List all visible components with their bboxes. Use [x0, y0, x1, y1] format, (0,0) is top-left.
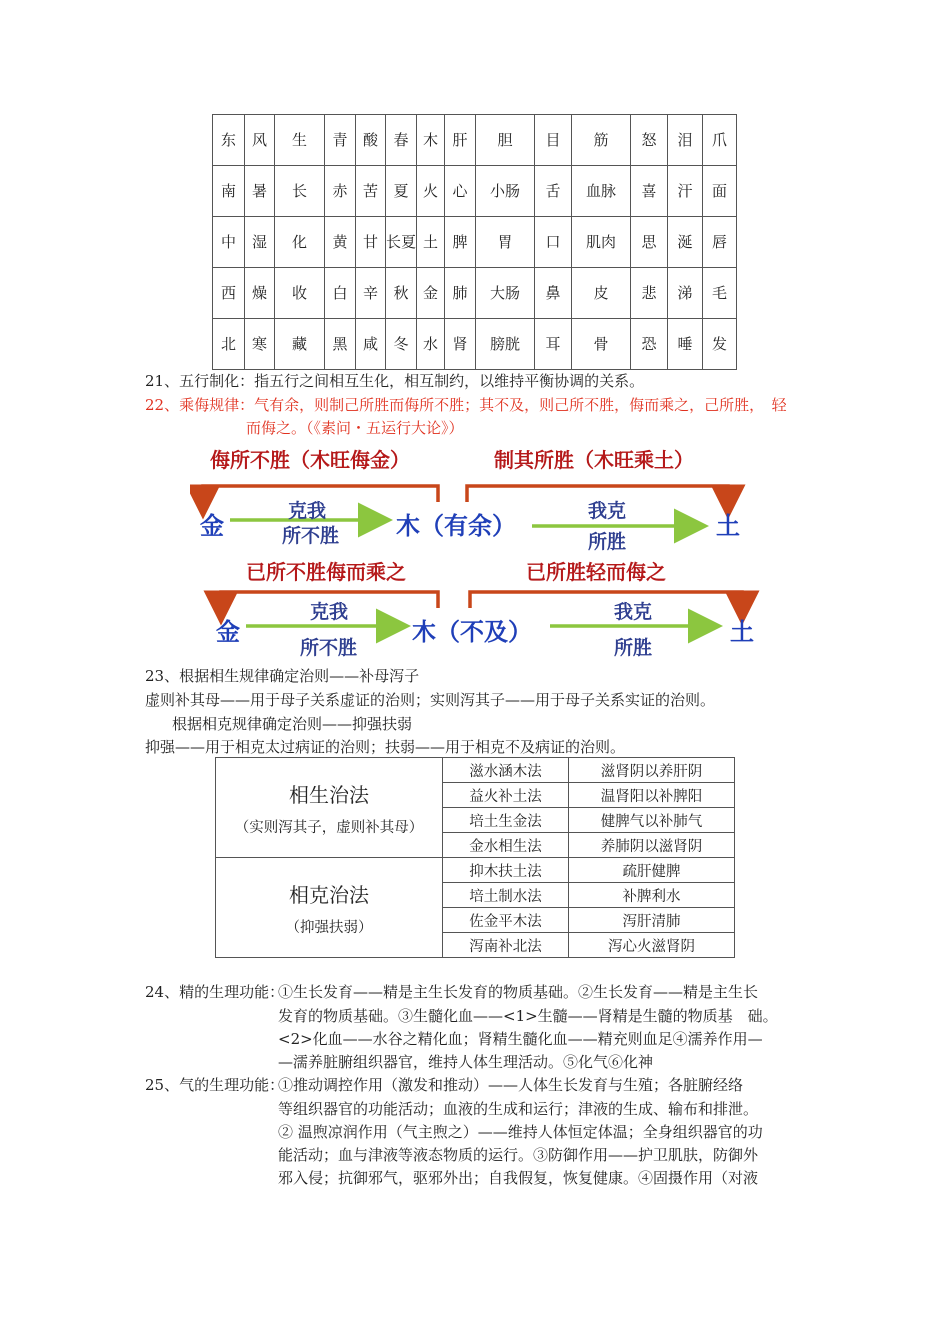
five-phase-cell: 大肠 — [476, 268, 535, 319]
treatment-group-cell — [216, 858, 443, 958]
five-phase-cell: 鼻 — [535, 268, 572, 319]
five-phase-cell: 风 — [245, 115, 275, 166]
item-25-line4: 能活动；血与津液等液态物质的运行。③防御作用——护卫肌肤，防御外 — [278, 1146, 759, 1164]
treatment-group-note: （抑强扶弱） — [285, 919, 373, 936]
label-row2-left-top: 克我 — [310, 601, 349, 623]
treatment-method: 益火补土法 — [443, 783, 569, 808]
five-phase-cell: 赤 — [325, 166, 356, 217]
five-phase-cell: 木 — [417, 115, 445, 166]
item-22-line2: 而侮之。（《素问・五运行大论》） — [246, 419, 464, 437]
item-25-line2: 等组织器官的功能活动；血液的生成和运行；津液的生成、输布和排泄。 — [278, 1100, 759, 1118]
item-23-line3: 根据相克规律确定治则——抑强扶弱 — [172, 715, 413, 733]
five-phase-cell: 湿 — [245, 217, 275, 268]
five-phase-cell: 西 — [213, 268, 245, 319]
node-wood-deficient: 木（不及） — [412, 618, 532, 646]
five-phase-cell: 肾 — [445, 319, 476, 370]
five-phase-cell: 土 — [417, 217, 445, 268]
label-row2-right-bottom: 所胜 — [614, 637, 653, 659]
five-phase-cell: 东 — [213, 115, 245, 166]
item-24-line2: 发育的物质基础。③生髓化血——<1>生髓——肾精是生髓的物质基 础。 — [278, 1007, 778, 1025]
five-phase-cell: 春 — [386, 115, 417, 166]
five-phase-cell: 生 — [275, 115, 325, 166]
treatment-method: 佐金平木法 — [443, 908, 569, 933]
five-phase-cell: 肌肉 — [572, 217, 631, 268]
item-21: 21、五行制化：指五行之间相互生化，相互制约，以维持平衡协调的关系。 — [145, 372, 645, 390]
node-wood-excess: 木（有余） — [396, 512, 516, 540]
five-phase-cell: 目 — [535, 115, 572, 166]
node-earth-1: 土 — [716, 512, 740, 540]
item-23-line2: 虚则补其母——用于母子关系虚证的治则；实则泻其子——用于母子关系实证的治则。 — [145, 691, 716, 709]
treatment-description: 补脾利水 — [569, 883, 735, 908]
five-phase-cell: 小肠 — [476, 166, 535, 217]
label-row1-right-bottom: 所胜 — [588, 531, 627, 553]
item-25-line1: ①推动调控作用（激发和推动）——人体生长发育与生殖；各脏腑经络 — [278, 1076, 744, 1094]
five-phase-cell: 脾 — [445, 217, 476, 268]
five-phase-cell: 胆 — [476, 115, 535, 166]
five-phase-cell: 秋 — [386, 268, 417, 319]
node-metal-2: 金 — [216, 618, 240, 646]
five-phase-cell: 夏 — [386, 166, 417, 217]
treatment-group-cell — [216, 758, 443, 858]
five-phase-cell: 寒 — [245, 319, 275, 370]
treatment-description: 泻心火滋肾阴 — [569, 933, 735, 958]
five-phase-cell: 长 — [275, 166, 325, 217]
title-top-right: 制其所胜（木旺乘土） — [494, 448, 694, 472]
five-phase-cell: 舌 — [535, 166, 572, 217]
five-phase-cell: 南 — [213, 166, 245, 217]
node-metal-1: 金 — [200, 512, 224, 540]
five-phase-cell: 爪 — [703, 115, 737, 166]
treatment-method: 培土制水法 — [443, 883, 569, 908]
five-phase-row — [213, 115, 737, 166]
treatment-method: 培土生金法 — [443, 808, 569, 833]
label-row2-left-bottom: 所不胜 — [300, 637, 358, 659]
five-phase-cell: 喜 — [631, 166, 668, 217]
treatment-group-name: 相生治法 — [289, 782, 369, 807]
five-phase-row — [213, 268, 737, 319]
item-25-head: 25、气的生理功能： — [145, 1076, 285, 1094]
item-24-line4: —濡养脏腑组织器官，维持人体生理活动。⑤化气⑥化神 — [278, 1053, 654, 1071]
five-phase-cell: 怒 — [631, 115, 668, 166]
five-phase-table — [212, 114, 737, 370]
item-23-line1: 23、根据相生规律确定治则——补母泻子 — [145, 667, 420, 685]
item-22-line1: 22、乘侮规律：气有余，则制己所胜而侮所不胜；其不及，则己所不胜，侮而乘之，己所胜， 轻 — [145, 396, 787, 414]
five-phase-cell: 收 — [275, 268, 325, 319]
five-phase-cell: 辛 — [356, 268, 386, 319]
treatment-row — [216, 758, 735, 783]
item-24-line3: <2>化血——水谷之精化血；肾精生髓化血——精充则血足④濡养作用— — [278, 1030, 763, 1048]
five-phase-cell: 骨 — [572, 319, 631, 370]
five-phase-cell: 肺 — [445, 268, 476, 319]
treatment-description: 滋肾阴以养肝阴 — [569, 758, 735, 783]
five-phase-cell: 胃 — [476, 217, 535, 268]
five-phase-cell: 唇 — [703, 217, 737, 268]
five-phase-row — [213, 217, 737, 268]
five-phase-cell: 白 — [325, 268, 356, 319]
five-phase-cell: 化 — [275, 217, 325, 268]
treatment-row — [216, 858, 735, 883]
treatment-method: 金水相生法 — [443, 833, 569, 858]
five-phase-cell: 冬 — [386, 319, 417, 370]
five-phase-cell: 苦 — [356, 166, 386, 217]
five-phase-cell: 膀胱 — [476, 319, 535, 370]
label-row1-left-top: 克我 — [288, 500, 327, 522]
five-phase-cell: 火 — [417, 166, 445, 217]
five-phase-cell: 北 — [213, 319, 245, 370]
five-phase-cell: 涕 — [668, 268, 703, 319]
treatment-description: 泻肝清肺 — [569, 908, 735, 933]
five-phase-cell: 涎 — [668, 217, 703, 268]
five-phase-cell: 汗 — [668, 166, 703, 217]
treatment-method: 抑木扶土法 — [443, 858, 569, 883]
five-phase-cell: 长夏 — [386, 217, 417, 268]
item-23-line4: 抑强——用于相克太过病证的治则；扶弱——用于相克不及病证的治则。 — [145, 738, 626, 756]
label-row1-left-bottom: 所不胜 — [282, 525, 340, 547]
five-phase-cell: 毛 — [703, 268, 737, 319]
five-phase-cell: 筋 — [572, 115, 631, 166]
five-phase-cell: 青 — [325, 115, 356, 166]
five-phase-cell: 水 — [417, 319, 445, 370]
treatment-group-name: 相克治法 — [289, 882, 369, 907]
five-phase-cell: 中 — [213, 217, 245, 268]
five-phase-cell: 黄 — [325, 217, 356, 268]
five-phase-cell: 皮 — [572, 268, 631, 319]
cheng-wu-diagram — [190, 440, 770, 670]
treatment-description: 疏肝健脾 — [569, 858, 735, 883]
title-bottom-right: 已所胜轻而侮之 — [526, 560, 666, 584]
treatment-group-note: （实则泻其子，虚则补其母） — [234, 819, 424, 836]
item-24-head: 24、精的生理功能： — [145, 983, 285, 1001]
five-phase-cell: 思 — [631, 217, 668, 268]
five-phase-row — [213, 166, 737, 217]
label-row2-right-top: 我克 — [614, 601, 653, 623]
five-phase-cell: 黑 — [325, 319, 356, 370]
five-phase-cell: 耳 — [535, 319, 572, 370]
five-phase-cell: 面 — [703, 166, 737, 217]
five-phase-cell: 金 — [417, 268, 445, 319]
item-24-line1: ①生长发育——精是主生长发育的物质基础。②生长发育——精是主生长 — [278, 983, 759, 1001]
treatment-method: 泻南补北法 — [443, 933, 569, 958]
five-phase-cell: 藏 — [275, 319, 325, 370]
treatment-description: 健脾气以补肺气 — [569, 808, 735, 833]
node-earth-2: 土 — [730, 618, 754, 646]
five-phase-cell: 燥 — [245, 268, 275, 319]
title-top-left: 侮所不胜（木旺侮金） — [210, 448, 410, 472]
five-phase-cell: 泪 — [668, 115, 703, 166]
five-phase-row — [213, 319, 737, 370]
five-phase-cell: 恐 — [631, 319, 668, 370]
five-phase-cell: 心 — [445, 166, 476, 217]
five-phase-cell: 口 — [535, 217, 572, 268]
five-phase-cell: 唾 — [668, 319, 703, 370]
treatment-method: 滋水涵木法 — [443, 758, 569, 783]
treatment-table — [215, 757, 735, 958]
five-phase-cell: 血脉 — [572, 166, 631, 217]
five-phase-cell: 咸 — [356, 319, 386, 370]
five-phase-cell: 肝 — [445, 115, 476, 166]
item-25-line3: ② 温煦凉润作用（气主煦之）——维持人体恒定体温；全身组织器官的功 — [278, 1123, 763, 1141]
label-row1-right-top: 我克 — [588, 500, 627, 522]
five-phase-cell: 悲 — [631, 268, 668, 319]
treatment-description: 养肺阴以滋肾阴 — [569, 833, 735, 858]
five-phase-cell: 酸 — [356, 115, 386, 166]
title-bottom-left: 已所不胜侮而乘之 — [246, 560, 406, 584]
treatment-description: 温肾阳以补脾阳 — [569, 783, 735, 808]
item-25-line5: 邪入侵；抗御邪气，驱邪外出；自我假复，恢复健康。④固摄作用（对液 — [278, 1169, 759, 1187]
five-phase-cell: 甘 — [356, 217, 386, 268]
bracket-bottom-right — [470, 592, 742, 608]
five-phase-cell: 暑 — [245, 166, 275, 217]
five-phase-cell: 发 — [703, 319, 737, 370]
